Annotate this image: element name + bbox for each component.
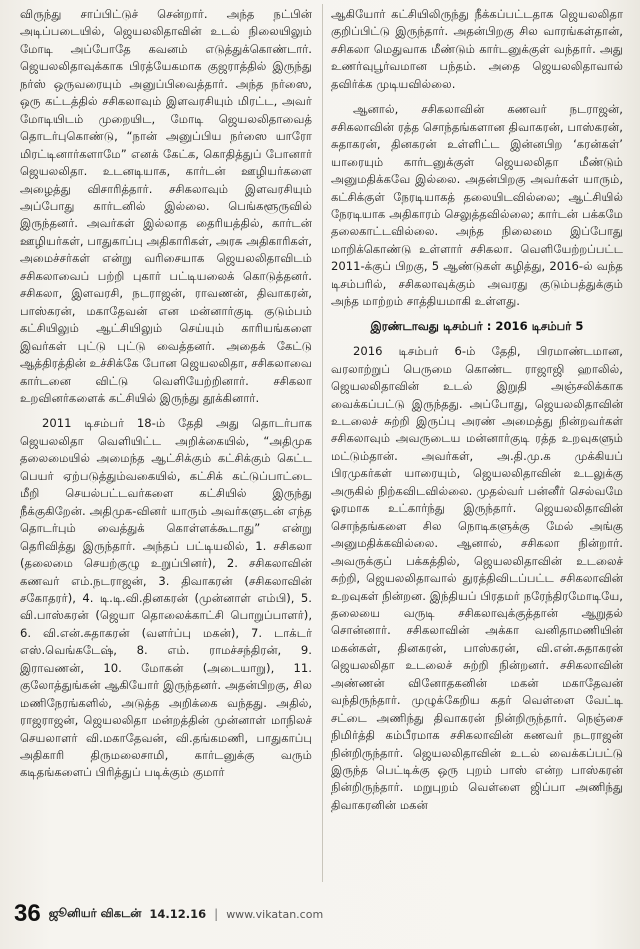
page-number: 36 — [14, 900, 41, 927]
magazine-name: ஜூனியர் விகடன் — [48, 906, 142, 920]
article-paragraph: ஆகியோர் கட்சியிலிருந்து நீக்கப்பட்டதாக ஜெயலலிதா குறிப்பிட்டு இருந்தார். அதன்பிறகு சில வாரங்கள்தான், சசிகலா மெதுவாக மீண்டும் கார்டனுக்குள் வந்தார். அது உணர்வுபூர்வமான பந்தம். அதை ஜெயலலிதாவால் தவிர்க்க முடியவில்லை. — [331, 7, 623, 91]
article-paragraph: ஆனால், சசிகலாவின் கணவர் நடராஜன், சசிகலாவின் ரத்த சொந்தங்களான திவாகரன், பாஸ்கரன், சுதாகரன், தினகரன் உள்ளிட்ட இன்னபிற ‘கரன்கள்’ யாரையும் கார்டனுக்குள் ஜெயலலிதா மீண்டும் அனுமதிக்கவே இல்லை. அதன்பிறகு அவர்கள் யாரும், கட்சிக்குள் நேரடியாகத் தலையிடவில்லை; ஆட்சியில் நேரடியாக அதிகாரம் செலுத்தவில்லை; கார்டன் பக்கமே தலைகாட்டவில்லை. அந்த நிலைமை இப்போது மாறிக்கொண்டு உள்ளார் சசிகலா. வெளியேற்றப்பட்ட 2011-க்குப் பிறகு, 5 ஆண்டுகள் கழித்து, 2016-ல் வந்த டிசம்பரில், சசிகலாவுக்கும் அவரது குடும்பத்துக்கும் அந்த மாற்றம் சாத்தியமாகி உள்ளது. — [331, 102, 623, 309]
website-link[interactable]: www.vikatan.com — [226, 907, 324, 921]
page-footer — [14, 900, 323, 928]
left-column — [20, 6, 312, 782]
footer-separator: | — [214, 907, 219, 921]
right-column — [331, 6, 623, 814]
article-paragraph: 2011 டிசம்பர் 18-ம் தேதி அது தொடர்பாக ஜெயலலிதா வெளியிட்ட அறிக்கையில், “அதிமுக தலைமையில் அமைந்த ஆட்சிக்கும் கட்சிக்கும் கெட்ட பெயர் ஏற்படுத்தும்வகையில், கட்சிக் கட்டுப்பாட்டை மீறி செயல்பட்டவர்களை கட்சியில் இருந்து நீக்குகிறேன். அதிமுக-வினர் யாரும் அவர்களுடன் எந்த தொடர்பும் வைத்துக் கொள்ளக்கூடாது” என்று தெரிவித்து இருந்தார். அந்தப் பட்டியலில், 1. சசிகலா (தலைமை செயற்குழு உறுப்பினர்), 2. சசிகலாவின் கணவர் எம்.நடராஜன், 3. திவாகரன் (சசிகலாவின் சகோதரர்), 4. டி.டி.வி.தினகரன் (முன்னாள் எம்பி), 5. வி.பாஸ்கரன் (ஜெயா தொலைக்காட்சி பொறுப்பாளர்), 6. வி.என்.சுதாகரன் (வளர்ப்பு மகன்), 7. டாக்டர் எஸ்.வெங்கடேஷ், 8. எம். ராமச்சந்திரன், 9. இராவணன், 10. மோகன் (அடையாறு), 11. குலோத்துங்கன் ஆகியோர் இருந்தனர். அதன்பிறகு, சில மணிநேரங்களில், அடுத்த அறிக்கை வந்தது. அதில், ராஜராஜன், ஜெயலலிதா மன்றத்தின் முன்னாள் மாநிலச் செயலாளர் வி.மகாதேவன், வி.தங்கமணி, பாதுகாப்பு அதிகாரி திருமலைசாமி, கார்டனுக்கு வரும் கடிதங்களைப் பிரித்துப் படிக்கும் குமார் — [20, 416, 312, 780]
issue-date: 14.12.16 — [149, 907, 207, 921]
section-subheading: இரண்டாவது டிசம்பர் : 2016 டிசம்பர் 5 — [370, 318, 584, 333]
article-paragraph: விருந்து சாப்பிட்டுச் சென்றார். அந்த நட்பின் அடிப்படையில், ஜெயலலிதாவின் உடல் நிலையிலும் மோடி அப்போதே கவனம் எடுத்துக்கொண்டார். ஜெயலலிதாவுக்காக பிரத்யேகமாக குஜராத்தில் இருந்து நர்ஸ் ஒருவரையும் அனுப்பிவைத்தார். அந்த நர்ஸை, ஒரு கட்டத்தில் சசிகலாவும் இளவரசியும் மிரட்ட, அவர் மோடியிடம் முறையிட, மோடி ஜெயலலிதாவைத் தொடர்புகொண்டு, “நான் அனுப்பிய நர்ஸை யாரோ மிரட்டினார்களாமே” எனக் கேட்க, கொதித்துப் போனார் ஜெயலலிதா. உடனடியாக, கார்டன் ஊழியர்களை அழைத்து விசாரித்தார். சசிகலாவும் இளவரசியும் அப்போது கார்டனில் இல்லை. பெங்களூருவில் இருந்தனர். அவர்கள் இல்லாத தைரியத்தில், கார்டன் ஊழியர்கள், பாதுகாப்பு அதிகாரிகள், அரசு அதிகாரிகள், அமைச்சர்கள் என்று வரிசையாக ஜெயலலிதாவிடம் சசிகலாவைப் பற்றி புகார் பட்டியலைக் கொடுத்தனர். சசிகலா, இளவரசி, நடராஜன், ராவணன், திவாகரன், பாஸ்கரன், மகாதேவன் என மன்னார்குடி குடும்பம் கட்சியிலும் ஆட்சியிலும் செய்யும் காரியங்களை இவர்கள் புட்டு புட்டு வைத்தனர். அதைக் கேட்டு ஆத்திரத்தின் உச்சிக்கே போன ஜெயலலிதா, சசிகலாவை கார்டனை விட்டு வெளியேற்றினார். சசிகலா உறவினர்களைக் கட்சியில் இருந்து தூக்கினார். — [20, 7, 313, 405]
article-paragraph: 2016 டிசம்பர் 6-ம் தேதி, பிரமாண்டமான, வரலாற்றுப் பெருமை கொண்ட ராஜாஜி ஹாலில், ஜெயலலிதாவின் உடல் இறுதி அஞ்சலிக்காக வைக்கப்பட்டு இருந்தது. அப்போது, ஜெயலலிதாவின் உடலைச் சுற்றி இருப்பு அரண் அமைத்து நின்றவர்கள் சசிகலாவும் அவருடைய மன்னார்குடி ரத்த உறவுகளும் மட்டும்தான். அவர்கள், அ.தி.மு.க முக்கியப் பிரமுகர்கள் யாரையும், ஜெயலலிதாவின் உடலுக்கு அருகில் நிற்கவிடவில்லை. முதல்வர் பன்னீர் செல்வமே ஓரமாக உட்கார்ந்து இருந்தார். ஜெயலலிதாவின் சொந்தங்களை சில நொடிகளுக்கு மேல் அங்கு அனுமதிக்கவில்லை. ஆனால், சசிகலா நின்றார். அவருக்குப் பக்கத்தில், ஜெயலலிதாவின் உடலைச் சுற்றி, ஜெயலலிதாவால் துரத்திவிடப்பட்ட சசிகலாவின் உறவுகள் நின்றன. இந்தியப் பிரதமர் நரேந்திரமோடியே, தலையை வருடி சசிகலாவுக்குத்தான் ஆறுதல் சொன்னார். சசிகலாவின் அக்கா வனிதாமணியின் மகன்கள், தினகரன், பாஸ்கரன், வி.என்.சுதாகரன் ஜெயலலிதா உடலைச் சுற்றி நின்றனர். சசிகலாவின் அண்ணன் வினோதகனின் மகன் மகாதேவன் வந்திருந்தார். முழுக்கேறிய கதர் வெள்ளை வேட்டி சட்டை அணிந்து திவாகரன் நின்றிருந்தார். நெஞ்சை நிமிர்த்தி கம்பீரமாக சசிகலாவின் கணவர் நடராஜன் நின்றிருந்தார். ஜெயலலிதாவின் உடல் வைக்கப்பட்டு இருந்த பெட்டிக்கு ஒரு புறம் பாஸ் என்ற பாஸ்கரன் நின்றிருந்தார். மறுபுறம் வெள்ளை ஜிப்பா அணிந்து திவாகரனின் மகன் — [331, 344, 623, 812]
column-divider — [322, 4, 323, 882]
